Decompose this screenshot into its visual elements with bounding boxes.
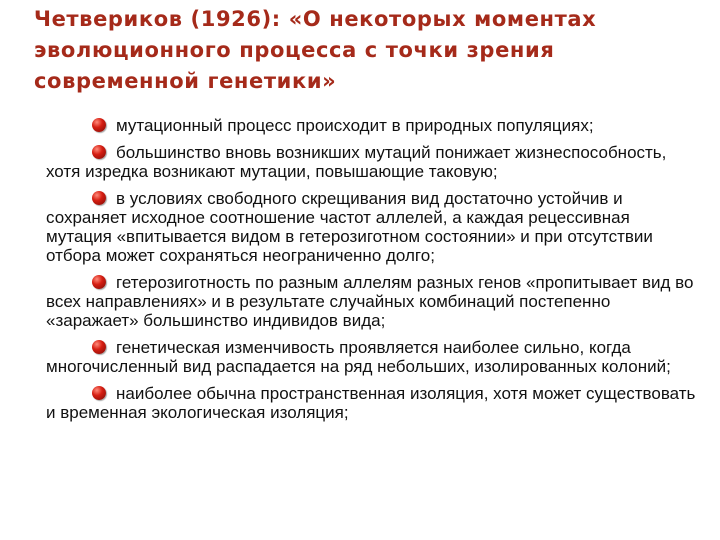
list-item [46, 189, 696, 265]
bullet-text: в условиях свободного скрещивания вид достаточно устойчив и сохраняет исходное соотношение частот аллелей, а каждая рецессивная мутация «впитывается видом в гетерозиготном состоянии» и при отсутствии отбора может сохраняться неограниченно долго; [46, 189, 653, 265]
bullet-text: мутационный процесс происходит в природных популяциях; [116, 116, 594, 135]
bullet-text: наиболее обычна пространственная изоляция, хотя может существовать и временная экологическая изоляция; [46, 384, 696, 422]
bullet-text: большинство вновь возникших мутаций понижает жизнеспособность, хотя изредка возникают мутации, повышающие таковую; [46, 143, 667, 181]
red-circle-bullet-icon [92, 145, 106, 159]
slide-title: Четвериков (1926): «О некоторых моментах эволюционного процесса с точки зрения современной генетики» [34, 7, 597, 93]
red-circle-bullet-icon [92, 386, 106, 400]
bullet-text: гетерозиготность по разным аллелям разных генов «пропитывает вид во всех направлениях» и в результате случайных комбинаций постепенно «заражает» большинство индивидов вида; [46, 273, 694, 330]
list-item [46, 384, 696, 422]
list-item [46, 273, 696, 330]
list-item [46, 338, 696, 376]
bullet-list [46, 116, 696, 430]
bullet-text: генетическая изменчивость проявляется наиболее сильно, когда многочисленный вид распадается на ряд небольших, изолированных колоний; [46, 338, 671, 376]
red-circle-bullet-icon [92, 275, 106, 289]
red-circle-bullet-icon [92, 118, 106, 132]
list-item [46, 143, 696, 181]
red-circle-bullet-icon [92, 191, 106, 205]
red-circle-bullet-icon [92, 340, 106, 354]
list-item [46, 116, 696, 135]
